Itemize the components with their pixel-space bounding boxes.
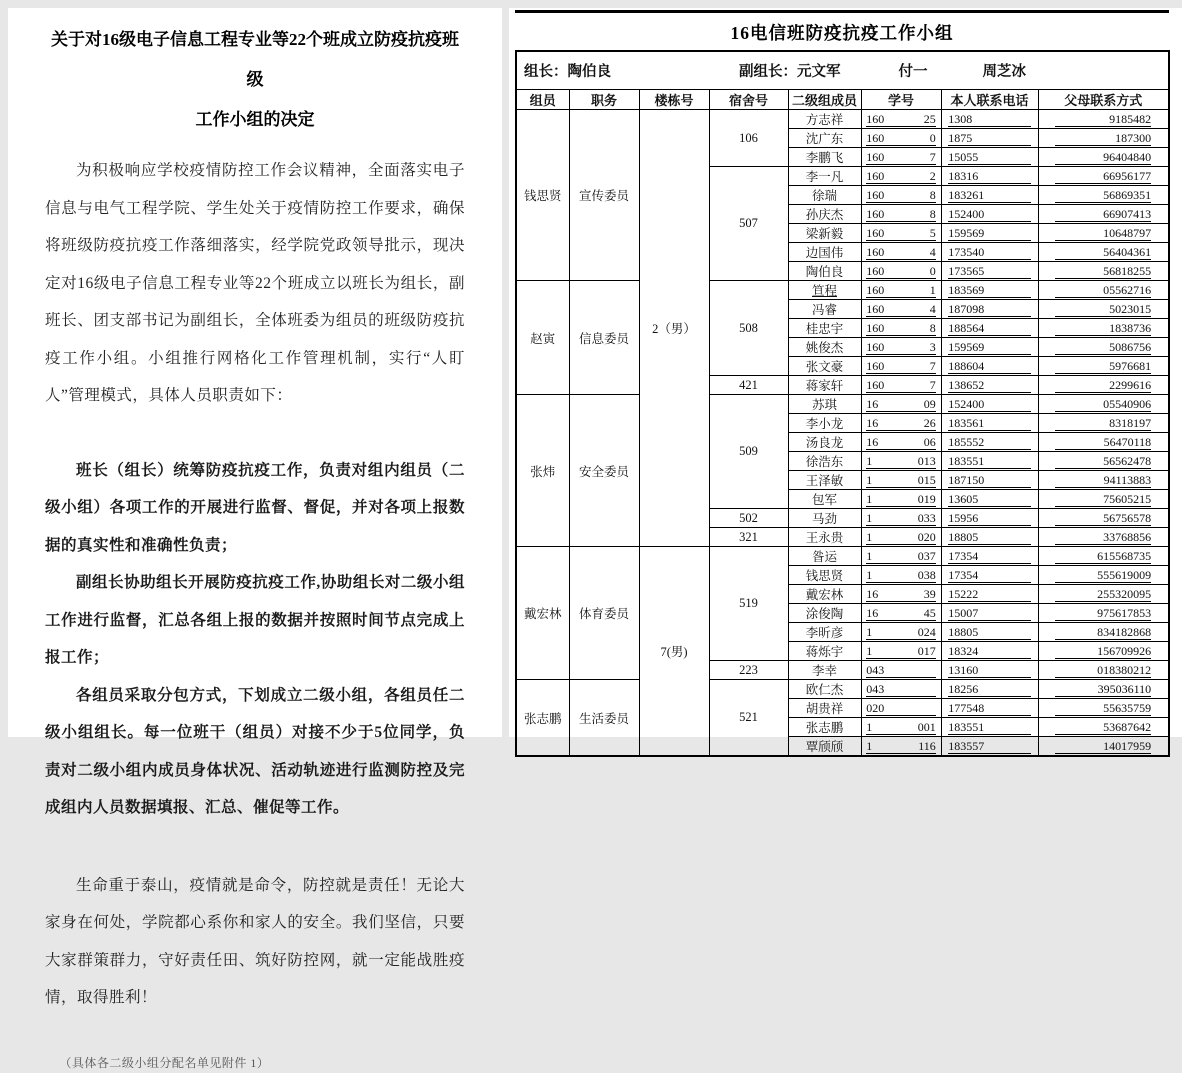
- parent-phone-cell: [1038, 186, 1169, 205]
- phone-cell: [941, 566, 1038, 585]
- student-name-cell: 李小龙: [788, 414, 861, 433]
- redacted-number: 55635759: [1055, 702, 1151, 716]
- room-cell: 223: [709, 661, 788, 680]
- redacted-number: 16 06: [866, 434, 936, 449]
- room-cell: 521: [709, 680, 788, 757]
- student-name-cell: 陶伯良: [788, 262, 861, 281]
- phone-cell: [941, 243, 1038, 262]
- redacted-number: 160 3: [866, 339, 936, 354]
- redacted-number: 94113883: [1055, 474, 1151, 488]
- student-name-cell: 李一凡: [788, 167, 861, 186]
- col-header-student-id: 学号: [861, 90, 941, 110]
- room-cell: 507: [709, 167, 788, 281]
- student-name-cell: 蒋家轩: [788, 376, 861, 395]
- col-header-building: 楼栋号: [639, 90, 709, 110]
- redacted-number: 188604: [948, 360, 1031, 374]
- phone-cell: [941, 300, 1038, 319]
- phone-cell: [941, 281, 1038, 300]
- document-title-line1: 关于对16级电子信息工程专业等22个班成立防疫抗疫班级: [51, 30, 459, 89]
- parent-phone-cell: [1038, 376, 1169, 395]
- parent-phone-cell: [1038, 528, 1169, 547]
- student-name-cell: 冯睿: [788, 300, 861, 319]
- redacted-number: 33768856: [1055, 531, 1151, 545]
- col-header-phone: 本人联系电话: [941, 90, 1038, 110]
- room-cell: 509: [709, 395, 788, 509]
- redacted-number: 1308: [948, 113, 1031, 127]
- student-id-cell: [861, 357, 941, 376]
- student-id-cell: [861, 167, 941, 186]
- student-id-cell: [861, 224, 941, 243]
- deputy-leader-label: 副组长：元文军: [739, 64, 841, 80]
- student-id-cell: [861, 490, 941, 509]
- phone-cell: [941, 737, 1038, 757]
- phone-cell: [941, 205, 1038, 224]
- student-name-cell: 涂俊陶: [788, 604, 861, 623]
- redacted-number: 16 39: [866, 586, 936, 601]
- role-cell: 生活委员: [569, 680, 639, 757]
- student-id-cell: [861, 414, 941, 433]
- redacted-number: 043: [866, 664, 936, 678]
- phone-cell: [941, 319, 1038, 338]
- redacted-number: 018380212: [1055, 664, 1151, 678]
- student-name-cell: 马劲: [788, 509, 861, 528]
- parent-phone-cell: [1038, 547, 1169, 566]
- student-id-cell: [861, 281, 941, 300]
- member-leader-cell: 赵寅: [516, 281, 569, 395]
- phone-cell: [941, 699, 1038, 718]
- redacted-number: 160 25: [866, 111, 936, 126]
- redacted-number: 56869351: [1055, 189, 1151, 203]
- redacted-number: 1 033: [866, 510, 936, 525]
- redacted-number: 5023015: [1055, 303, 1151, 317]
- redacted-number: 1 019: [866, 491, 936, 506]
- redacted-number: 66907413: [1055, 208, 1151, 222]
- student-name-cell: 笪程: [788, 281, 861, 300]
- redacted-number: 5086756: [1055, 341, 1151, 355]
- redacted-number: 18316: [948, 170, 1031, 184]
- student-name-cell: 胡贵祥: [788, 699, 861, 718]
- col-header-parent-phone: 父母联系方式: [1038, 90, 1169, 110]
- redacted-number: 1 038: [866, 567, 936, 582]
- redacted-number: 160 0: [866, 130, 936, 145]
- phone-cell: [941, 186, 1038, 205]
- parent-phone-cell: [1038, 110, 1169, 129]
- parent-phone-cell: [1038, 395, 1169, 414]
- phone-cell: [941, 509, 1038, 528]
- student-id-cell: [861, 528, 941, 547]
- redacted-number: 56756578: [1055, 512, 1151, 526]
- parent-phone-cell: [1038, 604, 1169, 623]
- student-id-cell: [861, 566, 941, 585]
- redacted-number: 16 45: [866, 605, 936, 620]
- student-name-cell: 边国伟: [788, 243, 861, 262]
- phone-cell: [941, 452, 1038, 471]
- parent-phone-cell: [1038, 224, 1169, 243]
- redacted-number: 395036110: [1055, 683, 1151, 697]
- redacted-number: 160 4: [866, 244, 936, 259]
- redacted-number: 173565: [948, 265, 1031, 279]
- member-leader-cell: 张志鹏: [516, 680, 569, 757]
- room-cell: 106: [709, 110, 788, 167]
- redacted-number: 1 024: [866, 624, 936, 639]
- parent-phone-cell: [1038, 357, 1169, 376]
- redacted-number: 75605215: [1055, 493, 1151, 507]
- redacted-number: 17354: [948, 550, 1031, 564]
- student-name-cell: 张志鹏: [788, 718, 861, 737]
- redacted-number: 555619009: [1055, 569, 1151, 583]
- phone-cell: [941, 129, 1038, 148]
- parent-phone-cell: [1038, 281, 1169, 300]
- redacted-number: 15055: [948, 151, 1031, 165]
- redacted-number: 975617853: [1055, 607, 1151, 621]
- phone-cell: [941, 661, 1038, 680]
- phone-cell: [941, 167, 1038, 186]
- redacted-number: 020: [866, 702, 936, 716]
- student-name-cell: 欧仁杰: [788, 680, 861, 699]
- student-id-cell: [861, 623, 941, 642]
- student-id-cell: [861, 205, 941, 224]
- col-header-room: 宿舍号: [709, 90, 788, 110]
- document-page-right: [509, 8, 1182, 754]
- redacted-number: 173540: [948, 246, 1031, 260]
- student-name-cell: 蒋烁宇: [788, 642, 861, 661]
- workgroup-table-wrap: [515, 10, 1169, 757]
- left-page-content: [8, 8, 502, 1073]
- redacted-number: 160 4: [866, 301, 936, 316]
- phone-cell: [941, 395, 1038, 414]
- redacted-number: 152400: [948, 398, 1031, 412]
- student-name-cell: 徐浩东: [788, 452, 861, 471]
- student-id-cell: [861, 737, 941, 757]
- student-id-cell: [861, 661, 941, 680]
- phone-cell: [941, 376, 1038, 395]
- parent-phone-cell: [1038, 471, 1169, 490]
- phone-cell: [941, 718, 1038, 737]
- parent-phone-cell: [1038, 642, 1169, 661]
- redacted-number: 18805: [948, 531, 1031, 545]
- redacted-number: 1 116: [866, 738, 936, 753]
- parent-phone-cell: [1038, 262, 1169, 281]
- deputy-leader-3: 周芝冰: [982, 64, 1026, 80]
- redacted-number: 56470118: [1055, 436, 1151, 450]
- phone-cell: [941, 604, 1038, 623]
- redacted-number: 183561: [948, 417, 1031, 431]
- col-header-member: 组员: [516, 90, 569, 110]
- redacted-number: 183551: [948, 455, 1031, 469]
- redacted-number: 1 001: [866, 719, 936, 734]
- phone-cell: [941, 224, 1038, 243]
- room-cell: 508: [709, 281, 788, 376]
- phone-cell: [941, 623, 1038, 642]
- student-name-cell: 沈广东: [788, 129, 861, 148]
- redacted-number: 188564: [948, 322, 1031, 336]
- redacted-number: 53687642: [1055, 721, 1151, 735]
- student-id-cell: [861, 395, 941, 414]
- student-name-cell: 钱思贤: [788, 566, 861, 585]
- parent-phone-cell: [1038, 509, 1169, 528]
- redacted-number: 160 0: [866, 263, 936, 278]
- redacted-number: 10648797: [1055, 227, 1151, 241]
- header-row: [516, 90, 1169, 110]
- redacted-number: 05562716: [1055, 284, 1151, 298]
- redacted-number: 159569: [948, 341, 1031, 355]
- table-row: [516, 547, 1169, 566]
- redacted-number: 183569: [948, 284, 1031, 298]
- parent-phone-cell: [1038, 433, 1169, 452]
- redacted-number: 156709926: [1055, 645, 1151, 659]
- redacted-number: 255320095: [1055, 588, 1151, 602]
- redacted-number: 9185482: [1055, 113, 1151, 127]
- deputy-leader-2: 付一: [898, 64, 928, 80]
- table-row: [516, 110, 1169, 129]
- phone-cell: [941, 528, 1038, 547]
- redacted-number: 13605: [948, 493, 1031, 507]
- redacted-number: 834182868: [1055, 626, 1151, 640]
- student-name-cell: 张文豪: [788, 357, 861, 376]
- document-title-line2: 工作小组的决定: [195, 110, 315, 129]
- phone-cell: [941, 471, 1038, 490]
- student-name-cell: 李鹏飞: [788, 148, 861, 167]
- parent-phone-cell: [1038, 737, 1169, 757]
- redacted-number: 1 020: [866, 529, 936, 544]
- table-row: [516, 680, 1169, 699]
- redacted-number: 16 09: [866, 396, 936, 411]
- student-id-cell: [861, 110, 941, 129]
- redacted-number: 1 015: [866, 472, 936, 487]
- phone-cell: [941, 148, 1038, 167]
- redacted-number: 152400: [948, 208, 1031, 222]
- building-cell: 7(男): [639, 547, 709, 757]
- parent-phone-cell: [1038, 699, 1169, 718]
- phone-cell: [941, 490, 1038, 509]
- role-cell: 信息委员: [569, 281, 639, 395]
- redacted-number: 15956: [948, 512, 1031, 526]
- paragraph-member-duty: 各组员采取分包方式，下划成立二级小组，各组员任二级小组组长。每一位班干（组员）对接不少于5位同学，负责对二级小组内成员身体状况、活动轨迹进行监测防控及完成组内人员数据填报、汇总、催促等工作。: [45, 686, 465, 816]
- redacted-number: 56404361: [1055, 246, 1151, 260]
- redacted-number: 56818255: [1055, 265, 1151, 279]
- table-title: 16电信班防疫抗疫工作小组: [515, 10, 1169, 50]
- document-page-left: [8, 8, 502, 1070]
- redacted-number: 15007: [948, 607, 1031, 621]
- student-name-cell: 方志祥: [788, 110, 861, 129]
- student-id-cell: [861, 148, 941, 167]
- student-name-cell: 汤良龙: [788, 433, 861, 452]
- document-title: [45, 20, 465, 140]
- redacted-number: 615568735: [1055, 550, 1151, 564]
- redacted-number: 17354: [948, 569, 1031, 583]
- student-id-cell: [861, 338, 941, 357]
- redacted-number: 5976681: [1055, 360, 1151, 374]
- room-cell: 321: [709, 528, 788, 547]
- student-name-cell: 覃颀颀: [788, 737, 861, 757]
- redacted-number: 1838736: [1055, 322, 1151, 336]
- role-cell: 体育委员: [569, 547, 639, 680]
- student-name-cell: 昝运: [788, 547, 861, 566]
- student-id-cell: [861, 642, 941, 661]
- redacted-number: 183557: [948, 740, 1031, 754]
- student-name-cell: 李昕彦: [788, 623, 861, 642]
- student-id-cell: [861, 585, 941, 604]
- student-id-cell: [861, 509, 941, 528]
- student-id-cell: [861, 547, 941, 566]
- redacted-number: 138652: [948, 379, 1031, 393]
- student-id-cell: [861, 376, 941, 395]
- redacted-number: 187098: [948, 303, 1031, 317]
- redacted-number: 187300: [1055, 132, 1151, 146]
- parent-phone-cell: [1038, 414, 1169, 433]
- redacted-number: 160 2: [866, 168, 936, 183]
- member-leader-cell: 戴宏林: [516, 547, 569, 680]
- parent-phone-cell: [1038, 623, 1169, 642]
- redacted-number: 1 013: [866, 453, 936, 468]
- parent-phone-cell: [1038, 661, 1169, 680]
- redacted-number: 18805: [948, 626, 1031, 640]
- parent-phone-cell: [1038, 205, 1169, 224]
- redacted-number: 160 7: [866, 358, 936, 373]
- redacted-number: 160 5: [866, 225, 936, 240]
- student-name-cell: 王泽敏: [788, 471, 861, 490]
- phone-cell: [941, 642, 1038, 661]
- redacted-number: 18256: [948, 683, 1031, 697]
- student-id-cell: [861, 604, 941, 623]
- attachment-footnote: （具体各二级小组分配名单见附件 1）: [59, 1055, 270, 1070]
- student-name-cell: 包军: [788, 490, 861, 509]
- student-name-cell: 徐瑞: [788, 186, 861, 205]
- parent-phone-cell: [1038, 167, 1169, 186]
- student-id-cell: [861, 129, 941, 148]
- redacted-number: 160 7: [866, 149, 936, 164]
- phone-cell: [941, 357, 1038, 376]
- leaders-row: [516, 51, 1169, 90]
- parent-phone-cell: [1038, 319, 1169, 338]
- redacted-number: 183551: [948, 721, 1031, 735]
- student-name-cell: 苏琪: [788, 395, 861, 414]
- redacted-number: 043: [866, 683, 936, 697]
- redacted-number: 159569: [948, 227, 1031, 241]
- parent-phone-cell: [1038, 129, 1169, 148]
- student-name-cell: 梁新毅: [788, 224, 861, 243]
- phone-cell: [941, 585, 1038, 604]
- leaders-line: [517, 60, 1168, 81]
- redacted-number: 8318197: [1055, 417, 1151, 431]
- parent-phone-cell: [1038, 585, 1169, 604]
- redacted-number: 1 017: [866, 643, 936, 658]
- redacted-number: 160 8: [866, 187, 936, 202]
- redacted-number: 1 037: [866, 548, 936, 563]
- redacted-number: 18324: [948, 645, 1031, 659]
- redacted-number: 183261: [948, 189, 1031, 203]
- parent-phone-cell: [1038, 566, 1169, 585]
- redacted-number: 160 8: [866, 206, 936, 221]
- redacted-number: 16 26: [866, 415, 936, 430]
- phone-cell: [941, 338, 1038, 357]
- student-name-cell: 王永贵: [788, 528, 861, 547]
- redacted-number: 15222: [948, 588, 1031, 602]
- parent-phone-cell: [1038, 490, 1169, 509]
- redacted-number: 1875: [948, 132, 1031, 146]
- building-cell: 2（男）: [639, 110, 709, 547]
- phone-cell: [941, 414, 1038, 433]
- redacted-number: 13160: [948, 664, 1031, 678]
- redacted-number: 66956177: [1055, 170, 1151, 184]
- room-cell: 502: [709, 509, 788, 528]
- parent-phone-cell: [1038, 452, 1169, 471]
- redacted-number: 160 8: [866, 320, 936, 335]
- student-name-cell: 桂忠宇: [788, 319, 861, 338]
- phone-cell: [941, 110, 1038, 129]
- parent-phone-cell: [1038, 718, 1169, 737]
- role-cell: 安全委员: [569, 395, 639, 547]
- document-body: [45, 152, 465, 1073]
- member-leader-cell: 钱思贤: [516, 110, 569, 281]
- student-id-cell: [861, 433, 941, 452]
- table-row: [516, 395, 1169, 414]
- parent-phone-cell: [1038, 338, 1169, 357]
- student-id-cell: [861, 452, 941, 471]
- redacted-number: 160 7: [866, 377, 936, 392]
- student-id-cell: [861, 680, 941, 699]
- redacted-number: 14017959: [1055, 740, 1151, 754]
- phone-cell: [941, 262, 1038, 281]
- student-id-cell: [861, 319, 941, 338]
- group-leader-label: 组长：陶伯良: [524, 64, 611, 80]
- col-header-role: 职务: [569, 90, 639, 110]
- redacted-number: 96404840: [1055, 151, 1151, 165]
- table-row: [516, 281, 1169, 300]
- student-name-cell: 戴宏林: [788, 585, 861, 604]
- redacted-number: 2299616: [1055, 379, 1151, 393]
- student-name-cell: 孙庆杰: [788, 205, 861, 224]
- student-name-cell: 姚俊杰: [788, 338, 861, 357]
- redacted-number: 185552: [948, 436, 1031, 450]
- paragraph-deputy-duty: 副组长协助组长开展防疫抗疫工作,协助组长对二级小组工作进行监督，汇总各组上报的数据并按照时间节点完成上报工作；: [45, 574, 465, 666]
- student-name-cell: 李幸: [788, 661, 861, 680]
- workgroup-table: [515, 50, 1170, 757]
- room-cell: 519: [709, 547, 788, 661]
- col-header-subgroup-member: 二级组成员: [788, 90, 861, 110]
- student-id-cell: [861, 699, 941, 718]
- redacted-number: 56562478: [1055, 455, 1151, 469]
- parent-phone-cell: [1038, 300, 1169, 319]
- paragraph-intro: 为积极响应学校疫情防控工作会议精神，全面落实电子信息与电气工程学院、学生处关于疫情防控工作要求，确保将班级防疫抗疫工作落细落实，经学院党政领导批示，现决定对16级电子信息工程专业等22个班成立以班长为组长，副班长、团支部书记为副组长，全体班委为组员的班级防疫抗疫工作小组。小组推行网格化工作管理机制，实行“人盯人”管理模式，具体人员职责如下：: [45, 162, 465, 404]
- parent-phone-cell: [1038, 148, 1169, 167]
- paragraph-closing: 生命重于泰山，疫情就是命令，防控就是责任！无论大家身在何处，学院都心系你和家人的安全。我们坚信，只要大家群策群力，守好责任田、筑好防控网，就一定能战胜疫情，取得胜利！: [45, 876, 465, 1006]
- parent-phone-cell: [1038, 680, 1169, 699]
- redacted-number: 160 1: [866, 282, 936, 297]
- student-id-cell: [861, 300, 941, 319]
- member-leader-cell: 张炜: [516, 395, 569, 547]
- role-cell: 宣传委员: [569, 110, 639, 281]
- student-id-cell: [861, 718, 941, 737]
- paragraph-monitor-duty: 班长（组长）统筹防疫抗疫工作，负责对组内组员（二级小组）各项工作的开展进行监督、督促，并对各项上报数据的真实性和准确性负责；: [45, 461, 465, 554]
- student-id-cell: [861, 262, 941, 281]
- redacted-number: 05540906: [1055, 398, 1151, 412]
- student-id-cell: [861, 186, 941, 205]
- student-id-cell: [861, 471, 941, 490]
- redacted-number: 187150: [948, 474, 1031, 488]
- student-id-cell: [861, 243, 941, 262]
- parent-phone-cell: [1038, 243, 1169, 262]
- room-cell: 421: [709, 376, 788, 395]
- redacted-number: 177548: [948, 702, 1031, 716]
- phone-cell: [941, 433, 1038, 452]
- phone-cell: [941, 547, 1038, 566]
- phone-cell: [941, 680, 1038, 699]
